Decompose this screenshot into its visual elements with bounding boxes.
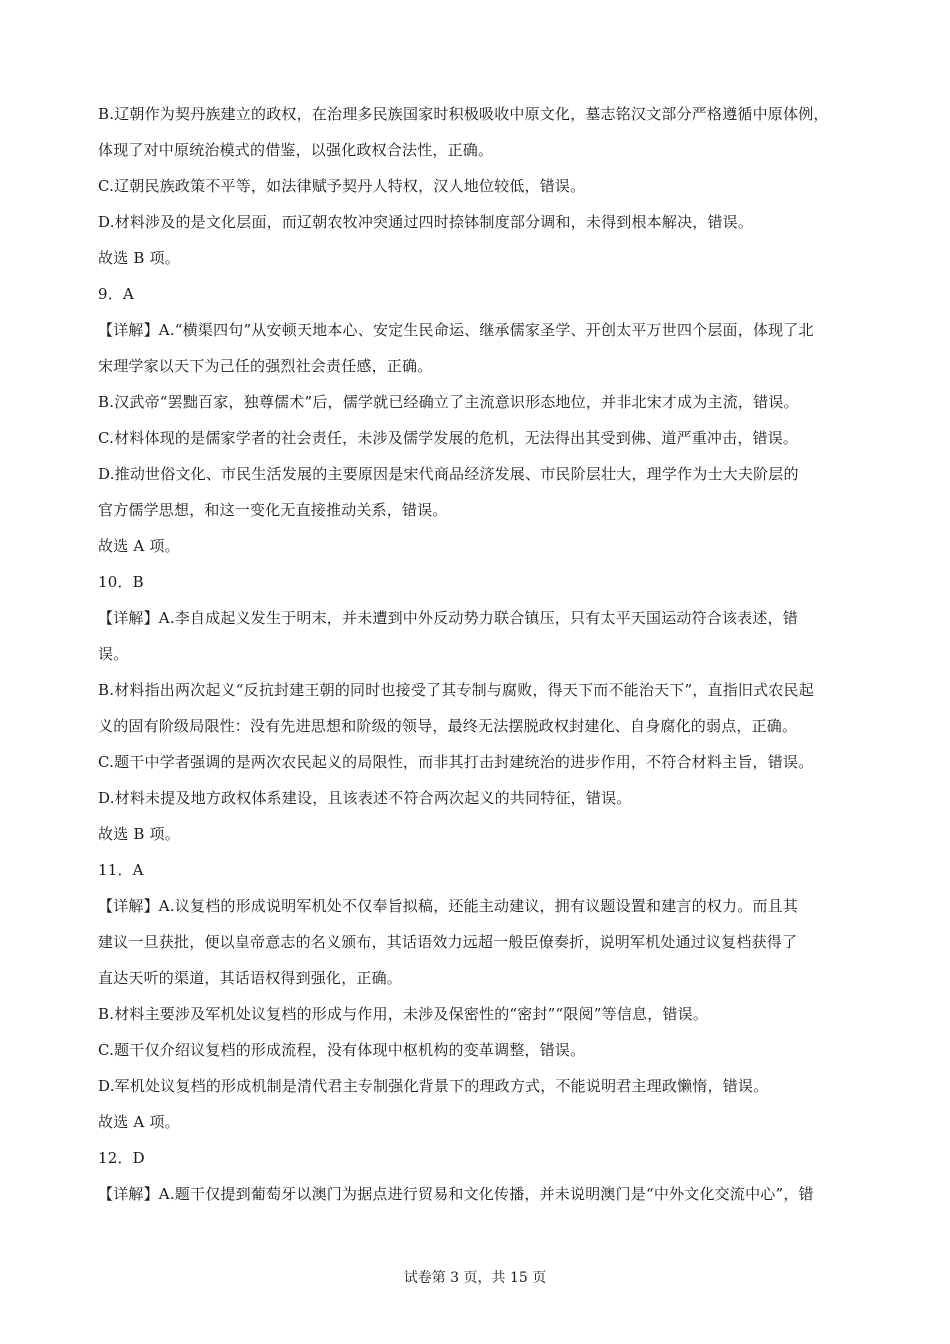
- text-line: D.军机处议复档的形成机制是清代君主专制强化背景下的理政方式，不能说明君主理政懒惰，错误。: [98, 1077, 769, 1095]
- text-line: 误。: [98, 645, 129, 663]
- text-line: B.材料指出两次起义“反抗封建王朝的同时也接受了其专制与腐败，得天下而不能治天下”，直指旧式农民起: [98, 681, 814, 699]
- answer-explanations: [98, 96, 858, 1212]
- text-line: B.汉武帝“罢黜百家，独尊儒术”后，儒学就已经确立了主流意识形态地位，并非北宋才成为主流，错误。: [98, 393, 799, 411]
- text-line: 体现了对中原统治模式的借鉴，以强化政权合法性，正确。: [98, 141, 494, 159]
- text-line: 义的固有阶级局限性：没有先进思想和阶级的领导，最终无法摆脱政权封建化、自身腐化的弱点，正确。: [98, 717, 798, 735]
- answer-conclusion: 故选 B 项。: [98, 249, 180, 267]
- text-line: D.材料涉及的是文化层面，而辽朝农牧冲突通过四时捺钵制度部分调和，未得到根本解决，错误。: [98, 213, 754, 231]
- question-answer-9: 9．A: [98, 285, 134, 303]
- page-footer: 试卷第 3 页，共 15 页: [403, 1270, 547, 1286]
- text-line: 【详解】A.议复档的形成说明军机处不仅奉旨拟稿，还能主动建议，拥有议题设置和建言的权力。而且其: [98, 897, 799, 915]
- text-line: 【详解】A.“横渠四句”从安顿天地本心、安定生民命运、继承儒家圣学、开创太平万世四个层面，体现了北: [98, 321, 814, 339]
- text-line: 宋理学家以天下为己任的强烈社会责任感，正确。: [98, 357, 433, 375]
- text-line: 官方儒学思想，和这一变化无直接推动关系，错误。: [98, 501, 448, 519]
- text-line: D.材料未提及地方政权体系建设，且该表述不符合两次起义的共同特征，错误。: [98, 789, 632, 807]
- answer-conclusion: 故选 B 项。: [98, 825, 180, 843]
- text-line: D.推动世俗文化、市民生活发展的主要原因是宋代商品经济发展、市民阶层壮大，理学作为士大夫阶层的: [98, 465, 799, 483]
- text-line: C.题干仅介绍议复档的形成流程，没有体现中枢机构的变革调整，错误。: [98, 1041, 586, 1059]
- text-line: C.辽朝民族政策不平等，如法律赋予契丹人特权，汉人地位较低，错误。: [98, 177, 586, 195]
- text-line: C.题干中学者强调的是两次农民起义的局限性，而非其打击封建统治的进步作用，不符合材料主旨，错误。: [98, 753, 814, 771]
- question-answer-11: 11．A: [98, 861, 144, 879]
- answer-conclusion: 故选 A 项。: [98, 1113, 180, 1131]
- question-answer-10: 10．B: [98, 573, 144, 591]
- text-line: C.材料体现的是儒家学者的社会责任，未涉及儒学发展的危机，无法得出其受到佛、道严重冲击，错误。: [98, 429, 799, 447]
- question-answer-12: 12．D: [98, 1149, 145, 1167]
- text-line: B.辽朝作为契丹族建立的政权，在治理多民族国家时积极吸收中原文化，墓志铭汉文部分严格遵循中原体例，: [98, 105, 829, 123]
- text-line: 建议一旦获批，便以皇帝意志的名义颁布，其话语效力远超一般臣僚奏折，说明军机处通过议复档获得了: [98, 933, 798, 951]
- text-line: 【详解】A.题干仅提到葡萄牙以澳门为据点进行贸易和文化传播，并未说明澳门是“中外文化交流中心”，错: [98, 1185, 814, 1203]
- text-line: 【详解】A.李自成起义发生于明末，并未遭到中外反动势力联合镇压，只有太平天国运动符合该表述，错: [98, 609, 799, 627]
- answer-conclusion: 故选 A 项。: [98, 537, 180, 555]
- text-line: 直达天听的渠道，其话语权得到强化，正确。: [98, 969, 403, 987]
- text-line: B.材料主要涉及军机处议复档的形成与作用，未涉及保密性的“密封”“限阅”等信息，错误。: [98, 1005, 709, 1023]
